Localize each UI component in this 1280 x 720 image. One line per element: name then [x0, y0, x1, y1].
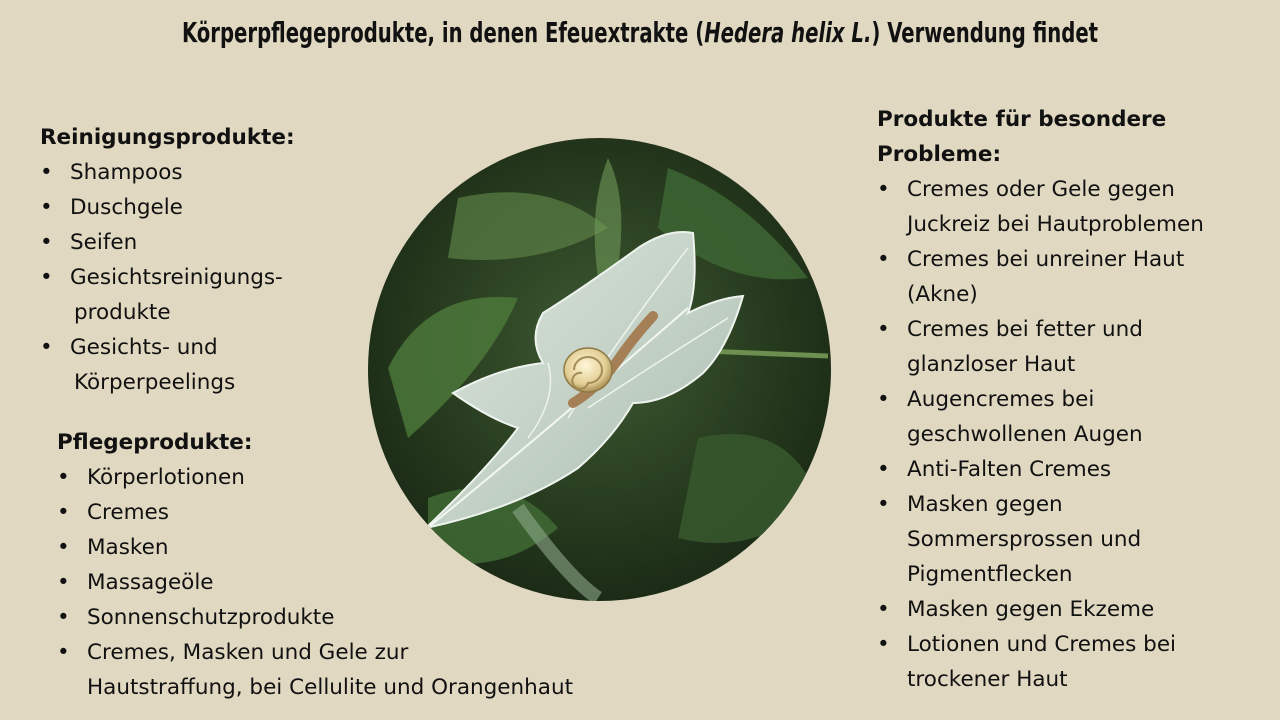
list-item [877, 452, 1257, 487]
ivy-snail-illustration [368, 138, 831, 601]
list-item-text: Masken [87, 535, 169, 560]
title-tail: ) Verwendung findet [871, 16, 1099, 49]
list-item-text: Duschgele [70, 195, 183, 220]
list-item-text: Körperlotionen [87, 465, 245, 490]
cleaning-products-section [40, 120, 370, 400]
list-item-text: Cremes oder Gele gegen [907, 177, 1175, 202]
list-item-continuation: Juckreiz bei Hautproblemen [907, 212, 1204, 237]
list-item-text: Shampoos [70, 160, 183, 185]
list-item-text: Masken gegen Ekzeme [907, 597, 1155, 622]
list-item-text: Cremes, Masken und Gele zur [87, 640, 409, 665]
list-item [877, 627, 1257, 697]
list-item [877, 592, 1257, 627]
list-item-text: Seifen [70, 230, 138, 255]
list-item-text: Lotionen und Cremes bei [907, 632, 1177, 657]
list-item-text: Gesichts- und [70, 335, 218, 360]
list-item [877, 382, 1257, 452]
list-item-text: Masken gegen [907, 492, 1063, 517]
list-item [40, 225, 370, 260]
list-item [40, 155, 370, 190]
care-heading: Pflegeprodukte: [57, 430, 253, 455]
list-item-text: Anti-Falten Cremes [907, 457, 1112, 482]
list-item [57, 635, 637, 705]
list-item-continuation: trockener Haut [907, 667, 1068, 692]
special-heading [877, 102, 1257, 172]
list-item-continuation: glanzloser Haut [907, 352, 1076, 377]
list-item-continuation: Hautstraffung, bei Cellulite und Orangenhaut [87, 675, 574, 700]
list-item-continuation: geschwollenen Augen [907, 422, 1143, 447]
list-item [877, 487, 1257, 592]
list-item [877, 242, 1257, 312]
list-item-text: Massageöle [87, 570, 214, 595]
cleaning-list [40, 155, 370, 400]
list-item [40, 190, 370, 225]
list-item-continuation: Pigmentflecken [907, 562, 1073, 587]
list-item-text: Cremes bei unreiner Haut [907, 247, 1185, 272]
special-list [877, 172, 1257, 697]
list-item [877, 312, 1257, 382]
special-products-section [877, 102, 1257, 697]
title-species: Hedera helix L. [704, 16, 872, 49]
title-main: Körperpflegeprodukte, in denen Efeuextrakte ( [181, 16, 705, 49]
list-item-continuation: (Akne) [907, 282, 978, 307]
list-item-continuation: Körperpeelings [74, 370, 236, 395]
list-item-continuation: produkte [74, 300, 171, 325]
special-heading-line1: Produkte für besondere [877, 107, 1167, 132]
list-item-text: Cremes bei fetter und [907, 317, 1143, 342]
page-title [141, 16, 1139, 49]
list-item [877, 172, 1257, 242]
cleaning-heading: Reinigungsprodukte: [40, 125, 295, 150]
list-item [57, 600, 637, 635]
list-item [40, 260, 370, 330]
list-item [40, 330, 370, 400]
list-item-continuation: Sommersprossen und [907, 527, 1142, 552]
list-item-text: Gesichtsreinigungs- [70, 265, 283, 290]
list-item-text: Sonnenschutzprodukte [87, 605, 335, 630]
ivy-snail-photo [368, 138, 831, 601]
list-item-text: Augencremes bei [907, 387, 1095, 412]
special-heading-line2: Probleme: [877, 142, 1002, 167]
list-item-text: Cremes [87, 500, 169, 525]
